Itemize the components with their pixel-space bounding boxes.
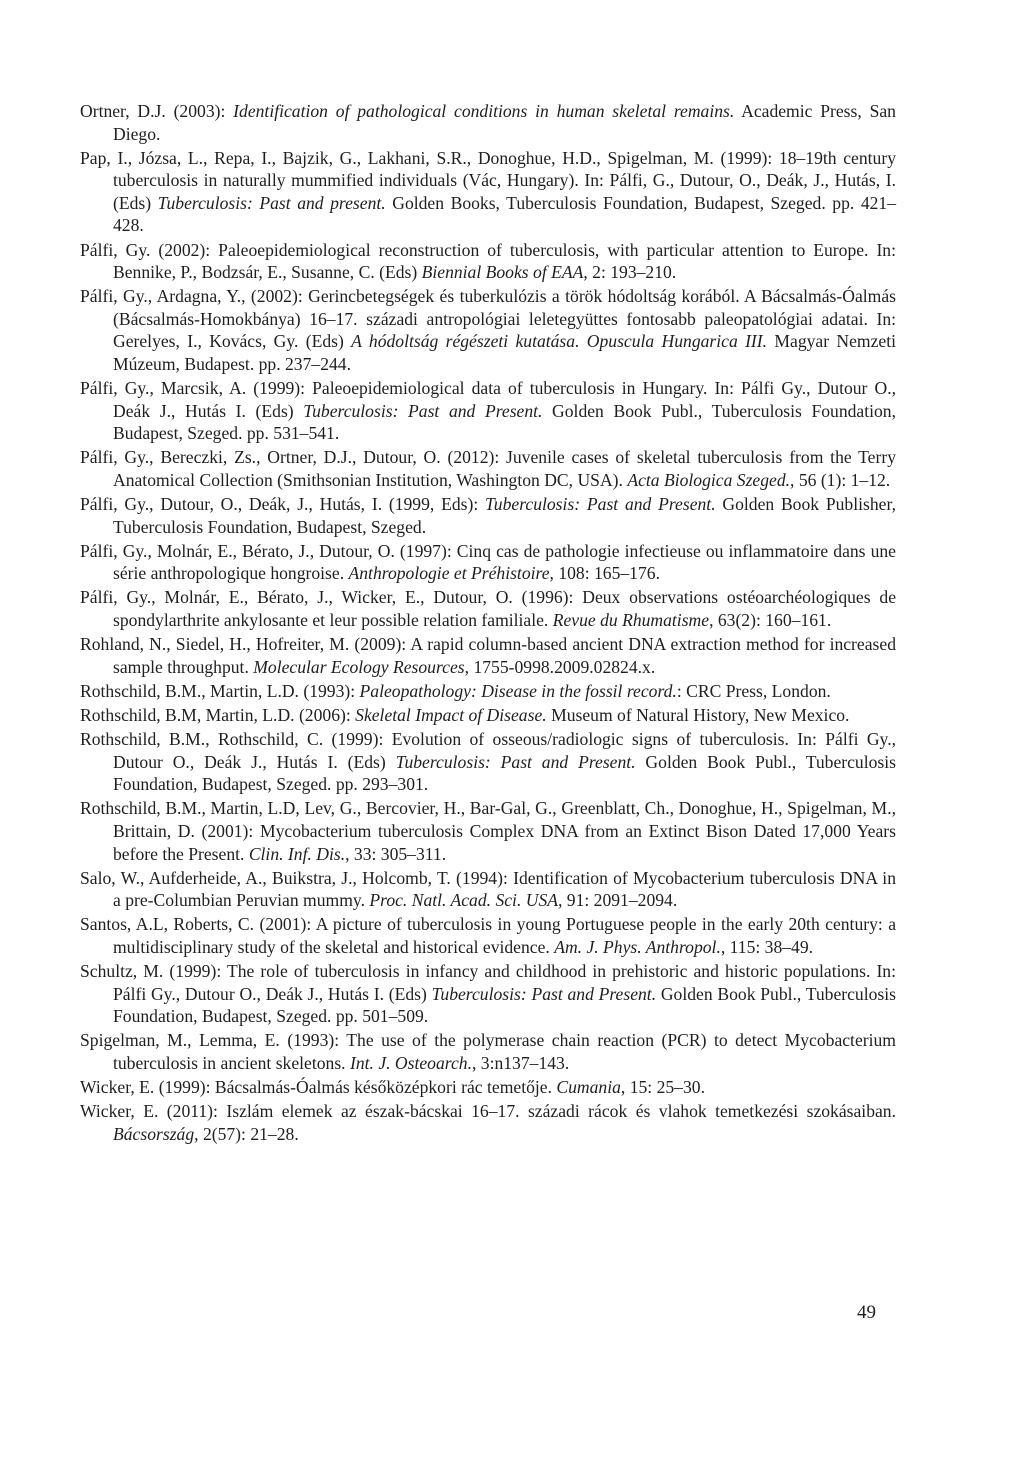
reference-text: Rohland, N., Siedel, H., Hofreiter, M. (2009): A rapid column-based ancient DNA extraction method for increased sample throughput. <box>80 634 896 677</box>
reference-list <box>80 100 896 1147</box>
page-number: 49 <box>857 1302 876 1323</box>
reference-entry <box>80 867 896 912</box>
reference-text: Salo, W., Aufderheide, A., Buikstra, J., Holcomb, T. (1994): Identification of Mycobacterium tuberculosis DNA in a pre-Columbian Peruvian mummy. <box>80 867 896 911</box>
reference-text: Museum of Natural History, New Mexico. <box>546 704 850 725</box>
reference-title-italic: Biennial Books of EAA <box>421 262 584 283</box>
reference-text: Pálfi, Gy., Dutour, O., Deák, J., Hutás, I. (1999, Eds): <box>80 494 485 515</box>
reference-title-italic: Molecular Ecology Resources <box>253 656 465 677</box>
reference-title-italic: Skeletal Impact of Disease. <box>355 704 547 725</box>
reference-text: , 15: 25–30. <box>620 1076 705 1097</box>
reference-title-italic: Anthropologie et Préhistoire <box>348 563 550 584</box>
reference-text: , 3:n137–143. <box>471 1052 570 1073</box>
reference-entry <box>80 797 896 865</box>
reference-entry <box>80 728 896 796</box>
reference-entry <box>80 493 896 538</box>
reference-text: Schultz, M. (1999): The role of tuberculosis in infancy and childhood in prehistoric and historic populations. In: Pálfi Gy., Dutour O., Deák J., Hutás I. (Eds) <box>80 960 896 1004</box>
reference-text: Academic Press, San Diego. <box>113 101 896 144</box>
reference-text: Pálfi, Gy., Molnár, E., Bérato, J., Wicker, E., Dutour, O. (1996): Deux observations ostéoarchéologiques de spondylarthrite ankylosante et leur possible relation familiale. <box>80 587 896 631</box>
reference-text: Wicker, E. (2011): Iszlám elemek az észak-bácskai 16–17. századi rácok és vlahok temetkezési szokásaiban. <box>80 1101 896 1122</box>
reference-text: Pálfi, Gy., Marcsik, A. (1999): Paleoepidemiological data of tuberculosis in Hungary. In: Pálfi Gy., Dutour O., Deák J., Hutás I. (Eds) <box>80 378 896 421</box>
reference-text: Golden Book Publ., Tuberculosis Foundation, Budapest, Szeged. pp. 293–301. <box>113 751 896 795</box>
reference-text: , 2(57): 21–28. <box>194 1123 299 1144</box>
reference-entry <box>80 586 896 631</box>
reference-title-italic: Int. J. Osteoarch. <box>349 1052 472 1073</box>
reference-text: Rothschild, B.M., Rothschild, C. (1999): Evolution of osseous/radiologic signs of tuberculosis. In: Pálfi Gy., Dutour O., Deák J., Hutás I. (Eds) <box>80 729 896 772</box>
reference-title-italic: Revue du Rhumatisme <box>552 610 710 631</box>
reference-text: Pálfi, Gy. (2002): Paleoepidemiological reconstruction of tuberculosis, with particular attention to Europe. In: Bennike, P., Bodzsár, E., Susanne, C. (Eds) <box>80 239 896 283</box>
reference-title-italic: Bácsország <box>113 1123 195 1144</box>
reference-text: , 1755-0998.2009.02824.x. <box>464 656 656 677</box>
reference-title-italic: Tuberculosis: Past and present. <box>157 192 386 213</box>
reference-text: Golden Book Publ., Tuberculosis Foundation, Budapest, Szeged. pp. 501–509. <box>113 983 896 1027</box>
reference-text: , 115: 38–49. <box>720 936 814 957</box>
reference-text: Pálfi, Gy., Molnár, E., Bérato, J., Dutour, O. (1997): Cinq cas de pathologie infectieuse ou inflammatoire dans une série anthropologique hongroise. <box>80 540 896 584</box>
reference-entry <box>80 100 896 145</box>
reference-entry <box>80 446 896 491</box>
reference-text: , 33: 305–311. <box>345 843 447 864</box>
reference-text: : CRC Press, London. <box>676 680 831 701</box>
reference-text: , 2: 193–210. <box>583 262 677 283</box>
reference-entry <box>80 680 896 703</box>
reference-entry <box>80 704 896 727</box>
reference-title-italic: Tuberculosis: Past and Present. <box>431 983 657 1004</box>
reference-text: Ortner, D.J. (2003): <box>80 101 234 121</box>
reference-entry <box>80 960 896 1028</box>
reference-title-italic: Tuberculosis: Past and Present. <box>395 751 636 772</box>
reference-entry <box>80 147 896 237</box>
reference-text: 91: 2091–2094. <box>562 890 678 911</box>
reference-text: Santos, A.L, Roberts, C. (2001): A picture of tuberculosis in young Portuguese people in the early 20th century: a multidisciplinary study of the skeletal and historical evidence. <box>80 914 896 957</box>
reference-entry <box>80 1029 896 1074</box>
reference-title-italic: A hódoltság régészeti kutatása. Opuscula Hungarica III. <box>351 331 768 352</box>
reference-title-italic: Paleopathology: Disease in the fossil record. <box>359 680 677 701</box>
reference-text: , 108: 165–176. <box>549 563 660 584</box>
reference-entry <box>80 1100 896 1145</box>
reference-text: Pap, I., Józsa, L., Repa, I., Bajzik, G., Lakhani, S.R., Donoghue, H.D., Spigelman, M. (1999): 18–19th century tuberculosis in naturally mummified individuals (Vác, Hungary). In: Pálfi, G., Dutour, O., Deák, J., Hutás, I. (Eds) <box>80 147 896 213</box>
reference-title-italic: Tuberculosis: Past and Present. <box>484 494 716 515</box>
reference-text: Golden Book Publ., Tuberculosis Foundation, Budapest, Szeged. pp. 531–541. <box>113 400 897 444</box>
reference-text: Magyar Nemzeti Múzeum, Budapest. pp. 237–244. <box>113 331 896 375</box>
reference-title-italic: Clin. Inf. Dis. <box>248 843 346 864</box>
reference-text: Rothschild, B.M., Martin, L.D, Lev, G., Bercovier, H., Bar-Gal, G., Greenblatt, Ch., Donoghue, H., Spigelman, M., Brittain, D. (2001): Mycobacterium tuberculosis Complex DNA from an Extinct Bison Dated 17,000 Years before the Present. <box>80 798 896 864</box>
reference-title-italic: Cumania <box>556 1076 621 1097</box>
reference-text: Rothschild, B.M., Martin, L.D. (1993): <box>80 680 360 701</box>
reference-title-italic: Proc. Natl. Acad. Sci. USA, <box>369 890 563 911</box>
reference-entry <box>80 377 896 445</box>
reference-text: Spigelman, M., Lemma, E. (1993): The use of the polymerase chain reaction (PCR) to detect Mycobacterium tuberculosis in ancient skeletons. <box>80 1030 896 1073</box>
reference-entry <box>80 285 896 375</box>
reference-entry <box>80 633 896 678</box>
reference-text: , 56 (1): 1–12. <box>790 470 891 490</box>
reference-title-italic: Am. J. Phys. Anthropol. <box>554 936 721 957</box>
reference-entry <box>80 1076 896 1099</box>
reference-text: Pálfi, Gy., Ardagna, Y., (2002): Gerincbetegségek és tuberkulózis a török hódoltság korából. A Bácsalmás-Óalmás (Bácsalmás-Homokbánya) 16–17. századi antropológiai leletegyüttes fontosabb paleopatológiai adatai. In: Gerelyes, I., Kovács, Gy. (Eds) <box>80 286 896 352</box>
reference-title-italic: Tuberculosis: Past and Present. <box>303 400 543 421</box>
reference-entry <box>80 913 896 958</box>
reference-text: Golden Books, Tuberculosis Foundation, Budapest, Szeged. pp. 421–428. <box>113 192 897 236</box>
reference-text: Pálfi, Gy., Bereczki, Zs., Ortner, D.J., Dutour, O. (2012): Juvenile cases of skeletal tuberculosis from the Terry Anatomical Collection (Smithsonian Institution, Washington DC, USA). <box>80 447 896 490</box>
reference-title-italic: Identification of pathological conditions in human skeletal remains. <box>233 101 735 121</box>
reference-title-italic: Acta Biologica Szeged. <box>627 470 791 490</box>
reference-entry <box>80 540 896 585</box>
reference-text: Rothschild, B.M, Martin, L.D. (2006): <box>80 704 356 725</box>
reference-text: Golden Book Publisher, Tuberculosis Foundation, Budapest, Szeged. <box>113 494 896 537</box>
reference-entry <box>80 239 896 284</box>
reference-text: , 63(2): 160–161. <box>709 610 832 631</box>
reference-text: Wicker, E. (1999): Bácsalmás-Óalmás későközépkori rác temetője. <box>80 1076 557 1097</box>
